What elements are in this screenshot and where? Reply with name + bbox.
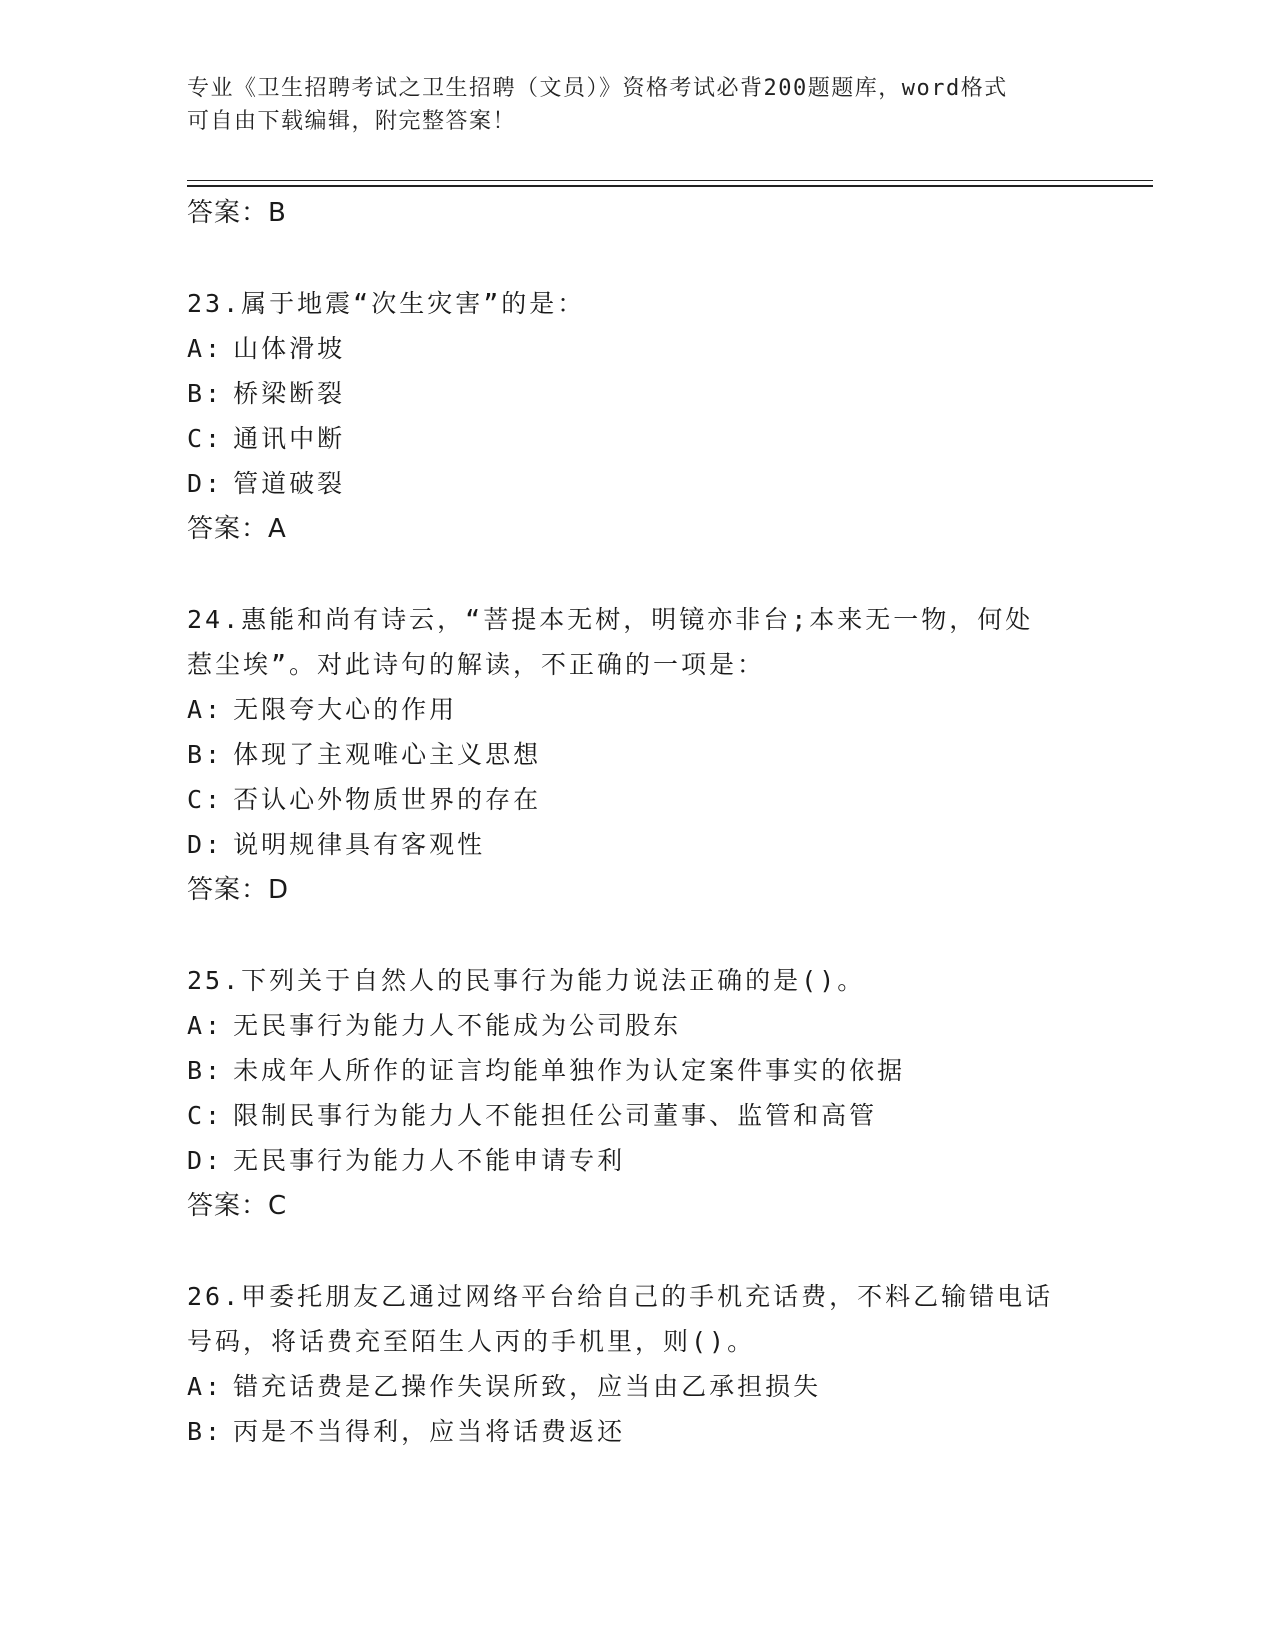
- option-a: [187, 1364, 1153, 1409]
- option-key: A:: [187, 1011, 224, 1040]
- option-text: 无限夸大心的作用: [233, 695, 458, 724]
- option-text: 错充话费是乙操作失误所致，应当由乙承担损失: [233, 1372, 822, 1401]
- option-text: 限制民事行为能力人不能担任公司董事、监管和高管: [233, 1101, 878, 1130]
- spacer: [187, 1229, 1153, 1274]
- option-key: B:: [187, 1056, 224, 1085]
- option-text: 管道破裂: [233, 469, 346, 498]
- option-d: [187, 822, 1153, 867]
- option-text: 无民事行为能力人不能申请专利: [233, 1146, 626, 1175]
- option-text: 丙是不当得利，应当将话费返还: [233, 1417, 626, 1446]
- option-text: 说明规律具有客观性: [233, 830, 486, 859]
- spacer: [187, 236, 1153, 281]
- option-text: 通讯中断: [233, 424, 346, 453]
- header-divider-thick: [187, 185, 1153, 187]
- question-block: [187, 281, 1153, 552]
- option-b: [187, 371, 1153, 416]
- header-divider-thin: [187, 180, 1153, 181]
- option-key: A:: [187, 695, 224, 724]
- answer-line: 答案：B: [187, 198, 287, 228]
- option-c: [187, 1093, 1153, 1138]
- option-key: B:: [187, 1417, 224, 1446]
- option-d: [187, 1138, 1153, 1183]
- document-header: [187, 72, 1087, 138]
- question-stem: 25.下列关于自然人的民事行为能力说法正确的是()。: [187, 966, 866, 995]
- option-a: [187, 687, 1153, 732]
- answer-line: 答案：C: [187, 1191, 288, 1221]
- option-c: [187, 777, 1153, 822]
- question-block: [187, 597, 1153, 913]
- option-key: A:: [187, 1372, 224, 1401]
- option-key: D:: [187, 1146, 224, 1175]
- option-key: D:: [187, 830, 224, 859]
- option-c: [187, 416, 1153, 461]
- option-text: 山体滑坡: [233, 334, 346, 363]
- option-text: 体现了主观唯心主义思想: [233, 740, 542, 769]
- option-b: [187, 1048, 1153, 1093]
- spacer: [187, 913, 1153, 958]
- option-a: [187, 1003, 1153, 1048]
- option-key: B:: [187, 379, 224, 408]
- option-key: B:: [187, 740, 224, 769]
- option-key: C:: [187, 785, 224, 814]
- option-key: C:: [187, 1101, 224, 1130]
- spacer: [187, 552, 1153, 597]
- header-line-2: 可自由下载编辑，附完整答案！: [187, 109, 517, 134]
- question-block: [187, 958, 1153, 1229]
- answer-line: 答案：A: [187, 514, 287, 544]
- question-stem: 23.属于地震“次生灾害”的是：: [187, 289, 586, 318]
- option-text: 桥梁断裂: [233, 379, 346, 408]
- option-b: [187, 1409, 1153, 1454]
- header-line-1: 专业《卫生招聘考试之卫生招聘（文员）》资格考试必背200题题库，word格式: [187, 76, 1008, 101]
- option-text: 否认心外物质世界的存在: [233, 785, 542, 814]
- option-d: [187, 461, 1153, 506]
- question-block: [187, 1274, 1153, 1454]
- option-key: C:: [187, 424, 224, 453]
- option-key: A:: [187, 334, 224, 363]
- option-text: 无民事行为能力人不能成为公司股东: [233, 1011, 682, 1040]
- question-stem: 24.惠能和尚有诗云，“菩提本无树，明镜亦非台;本来无一物，何处惹尘埃”。对此诗句的解读，不正确的一项是：: [187, 605, 1034, 679]
- option-b: [187, 732, 1153, 777]
- option-key: D:: [187, 469, 224, 498]
- option-a: [187, 326, 1153, 371]
- option-text: 未成年人所作的证言均能单独作为认定案件事实的依据: [233, 1056, 906, 1085]
- question-list: [187, 190, 1153, 1454]
- question-stem: 26.甲委托朋友乙通过网络平台给自己的手机充话费，不料乙输错电话号码，将话费充至陌生人丙的手机里，则()。: [187, 1282, 1054, 1356]
- answer-line: 答案：D: [187, 875, 290, 905]
